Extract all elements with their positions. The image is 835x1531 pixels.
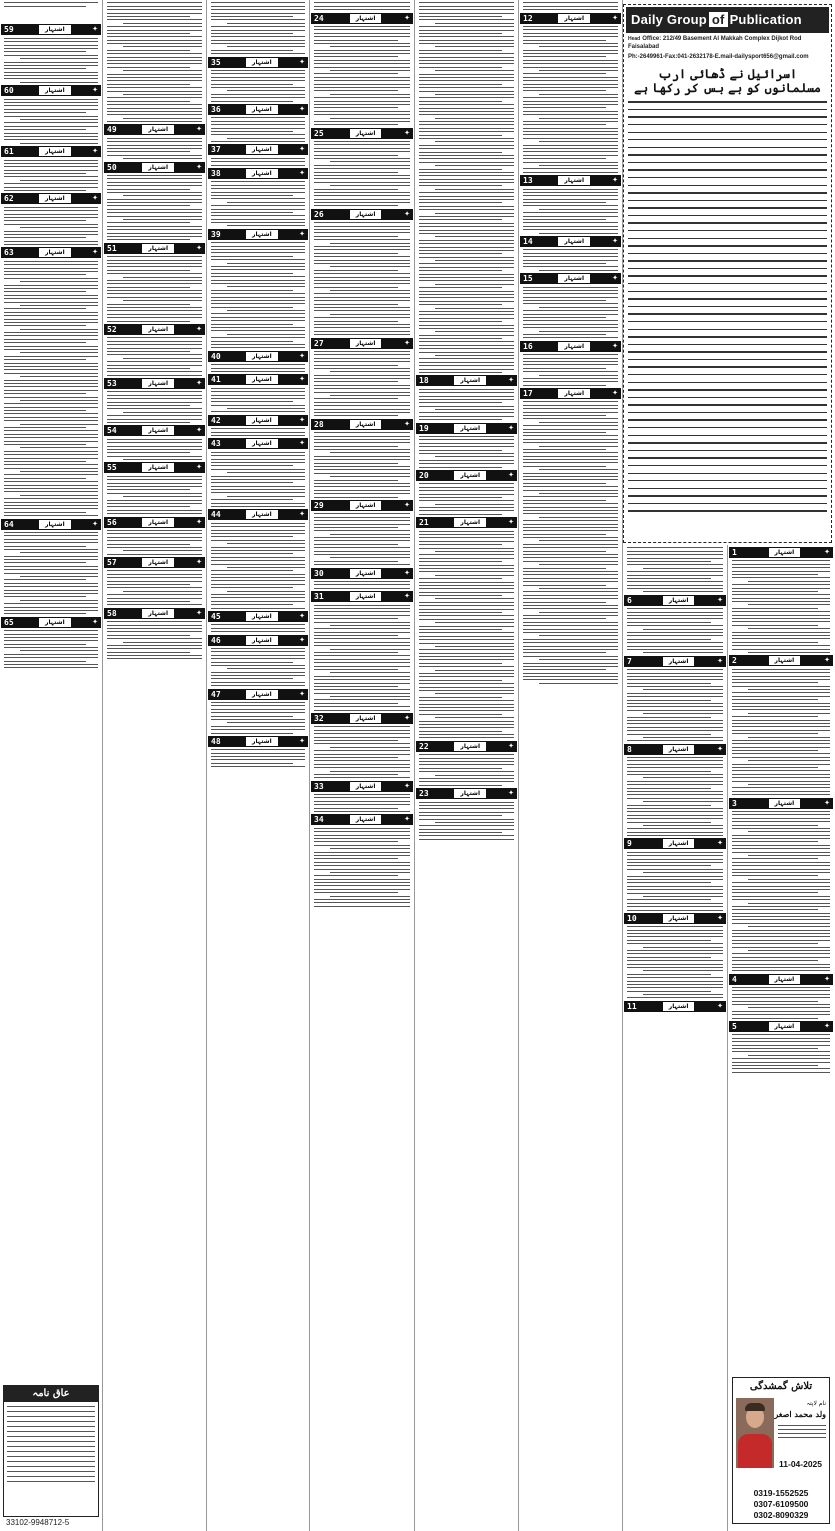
ad-text <box>417 754 516 786</box>
person-photo <box>736 1398 774 1468</box>
ad-header: 2 اشتہار ✦ <box>729 655 833 666</box>
ad-text <box>521 287 620 339</box>
ad-header: 18 اشتہار ✦ <box>416 375 517 386</box>
classified-column-5 <box>415 0 519 1531</box>
ad-header: 55 اشتہار ✦ <box>104 462 205 473</box>
ad-text <box>2 38 100 83</box>
ad-header: 38 اشتہار ✦ <box>208 168 308 179</box>
ad-header: 46 اشتہار ✦ <box>208 635 308 646</box>
ad-text <box>625 669 725 741</box>
phone-2: 0307-6109500 <box>753 1499 809 1509</box>
ad-text <box>2 99 100 144</box>
ad-header: 8 اشتہار ✦ <box>624 744 726 755</box>
ad-text <box>105 439 204 460</box>
ad-text <box>105 476 204 514</box>
disownment-notice <box>3 1385 99 1517</box>
contact-phones <box>733 1488 829 1521</box>
ad-text <box>105 256 204 321</box>
ad-text <box>521 2 620 10</box>
ad-text <box>312 222 412 335</box>
ad-text <box>2 261 100 516</box>
ad-text <box>417 389 516 421</box>
ad-header: 56 اشتہار ✦ <box>104 517 205 528</box>
ad-header: 50 اشتہار ✦ <box>104 162 205 173</box>
classified-column-2 <box>103 0 207 1531</box>
ad-header: 35 اشتہار ✦ <box>208 57 308 68</box>
ad-text <box>625 608 725 653</box>
ad-header: 37 اشتہار ✦ <box>208 144 308 155</box>
ad-text <box>312 2 412 10</box>
ad-text <box>312 828 412 907</box>
ad-text <box>417 483 516 515</box>
ad-text <box>625 926 725 998</box>
ad-header: 64 اشتہار ✦ <box>1 519 101 530</box>
masthead-title: Daily Group of Publication <box>631 12 802 27</box>
ad-header: 32 اشتہار ✦ <box>311 713 413 724</box>
ad-text <box>417 2 516 373</box>
ad-text <box>312 141 412 206</box>
ad-header: 12 اشتہار ✦ <box>520 13 621 24</box>
ad-text <box>312 581 412 589</box>
classified-column-6 <box>519 0 623 1531</box>
ad-text <box>521 189 620 234</box>
ad-text <box>312 794 412 812</box>
ad-text <box>312 513 412 565</box>
ad-text <box>209 242 307 348</box>
phone-3: 0302-8090329 <box>753 1510 809 1520</box>
ad-header: 42 اشتہار ✦ <box>208 415 308 426</box>
office-address: Head Office: 212/49 Basement Al Makkah Complex Dijkot Rod Faisalabad <box>628 36 802 50</box>
ad-header: 48 اشتہار ✦ <box>208 736 308 747</box>
ad-text <box>521 26 620 173</box>
ad-header: 39 اشتہار ✦ <box>208 229 308 240</box>
ad-header: 33 اشتہار ✦ <box>311 781 413 792</box>
contact-info: Ph:-2649961-Fax:041-2632178-E.mail-dailysport656@gmail.com <box>628 54 809 60</box>
ad-header: 17 اشتہار ✦ <box>520 388 621 399</box>
ad-text <box>209 181 307 226</box>
classified-column-7 <box>623 545 728 1531</box>
masthead <box>626 7 829 33</box>
notice-text <box>4 1406 98 1482</box>
ad-text <box>209 70 307 102</box>
ad-text <box>209 364 307 372</box>
ad-header: 16 اشتہار ✦ <box>520 341 621 352</box>
ad-header: 21 اشتہار ✦ <box>416 517 517 528</box>
ad-text <box>2 532 100 614</box>
ad-header: 7 اشتہار ✦ <box>624 656 726 667</box>
ad-header: 11 اشتہار ✦ <box>624 1001 726 1012</box>
ad-text <box>312 26 412 125</box>
ad-header: 61 اشتہار ✦ <box>1 146 101 157</box>
missing-date: 11-04-2025 <box>779 1459 823 1469</box>
ad-header: 28 اشتہار ✦ <box>311 419 413 430</box>
ad-text <box>105 570 204 605</box>
ad-text <box>730 811 832 971</box>
ad-text <box>209 388 307 413</box>
ad-header: 53 اشتہار ✦ <box>104 378 205 389</box>
ad-text <box>105 391 204 423</box>
ad-text <box>417 531 516 739</box>
editorial-box <box>623 4 832 543</box>
ad-header: 47 اشتہار ✦ <box>208 689 308 700</box>
ad-header: 54 اشتہار ✦ <box>104 425 205 436</box>
ad-text <box>105 530 204 555</box>
classified-column-3 <box>207 0 310 1531</box>
phone-1: 0319-1552525 <box>753 1488 809 1498</box>
ad-header: 29 اشتہار ✦ <box>311 500 413 511</box>
ad-text <box>730 560 832 653</box>
cnic-number: 33102-9948712-5 <box>6 1518 70 1527</box>
ad-header: 10 اشتہار ✦ <box>624 913 726 924</box>
ad-text <box>209 648 307 686</box>
ad-header: 3 اشتہار ✦ <box>729 798 833 809</box>
classified-column-8 <box>728 545 834 1375</box>
ad-header: 22 اشتہار ✦ <box>416 741 517 752</box>
ad-header: 59 اشتہار ✦ <box>1 24 101 35</box>
ad-text <box>209 2 307 54</box>
ad-header: 63 اشتہار ✦ <box>1 247 101 258</box>
ad-text <box>2 207 100 245</box>
ad-text <box>625 757 725 836</box>
ad-header: 34 اشتہار ✦ <box>311 814 413 825</box>
missing-title: تلاش گمشدگی <box>749 1381 813 1392</box>
ad-header: 43 اشتہار ✦ <box>208 438 308 449</box>
ad-text <box>730 1034 832 1072</box>
ad-header: 30 اشتہار ✦ <box>311 568 413 579</box>
ad-header: 9 اشتہار ✦ <box>624 838 726 849</box>
ad-header: 60 اشتہار ✦ <box>1 85 101 96</box>
ad-text <box>105 2 204 122</box>
ad-header: 19 اشتہار ✦ <box>416 423 517 434</box>
ad-text <box>2 160 100 192</box>
ad-text <box>625 852 725 911</box>
ad-text <box>730 669 832 795</box>
ad-text <box>105 138 204 159</box>
ad-text <box>209 158 307 166</box>
ad-text <box>521 249 620 270</box>
ad-text <box>209 702 307 734</box>
ad-header: 27 اشتہار ✦ <box>311 338 413 349</box>
ad-text <box>105 621 204 659</box>
father-name: ولد محمد اصغر <box>774 1409 826 1419</box>
ad-header: 44 اشتہار ✦ <box>208 509 308 520</box>
ad-header: 26 اشتہار ✦ <box>311 209 413 220</box>
ad-text <box>521 354 620 386</box>
ad-header: 23 اشتہار ✦ <box>416 788 517 799</box>
ad-text <box>209 749 307 767</box>
ad-text <box>209 452 307 507</box>
ad-header: 5 اشتہار ✦ <box>729 1021 833 1032</box>
ad-text <box>417 802 516 840</box>
ad-text <box>625 547 725 592</box>
ad-text <box>730 987 832 1019</box>
ad-header: 14 اشتہار ✦ <box>520 236 621 247</box>
ad-header: 6 اشتہار ✦ <box>624 595 726 606</box>
ad-text <box>312 726 412 778</box>
ad-text <box>209 624 307 632</box>
ad-header: 24 اشتہار ✦ <box>311 13 413 24</box>
classified-column-4 <box>310 0 415 1531</box>
ad-text <box>417 436 516 468</box>
ad-header: 57 اشتہار ✦ <box>104 557 205 568</box>
ad-text <box>2 630 100 668</box>
ad-header: 1 اشتہار ✦ <box>729 547 833 558</box>
missing-person-ad <box>732 1377 830 1524</box>
ad-header: 52 اشتہار ✦ <box>104 324 205 335</box>
ad-header: 41 اشتہار ✦ <box>208 374 308 385</box>
ad-text <box>209 117 307 142</box>
ad-header: 65 اشتہار ✦ <box>1 617 101 628</box>
ad-text <box>105 175 204 240</box>
ad-text <box>209 428 307 436</box>
name-label: نام لاپتہ <box>806 1400 826 1407</box>
ad-header: 31 اشتہار ✦ <box>311 591 413 602</box>
ad-text <box>521 401 620 683</box>
ad-text <box>209 523 307 609</box>
ad-text <box>105 337 204 375</box>
ad-header: 45 اشتہار ✦ <box>208 611 308 622</box>
ad-text <box>312 432 412 497</box>
ad-header: 13 اشتہار ✦ <box>520 175 621 186</box>
ad-header: 4 اشتہار ✦ <box>729 974 833 985</box>
editorial-body <box>624 101 831 512</box>
notice-title: عاق نامہ <box>4 1386 98 1402</box>
ad-text <box>312 605 412 711</box>
ad-header: 58 اشتہار ✦ <box>104 608 205 619</box>
ad-header: 25 اشتہار ✦ <box>311 128 413 139</box>
ad-header: 15 اشتہار ✦ <box>520 273 621 284</box>
ad-header: 36 اشتہار ✦ <box>208 104 308 115</box>
ad-header: 49 اشتہار ✦ <box>104 124 205 135</box>
editorial-headline: اسرائیل نے ڈھائی ارب مسلمانوں کو بے بس کر رکھا ہے <box>634 67 821 95</box>
ad-text <box>312 351 412 416</box>
classified-column-1 <box>0 0 103 1531</box>
ad-header: 51 اشتہار ✦ <box>104 243 205 254</box>
ad-header: 20 اشتہار ✦ <box>416 470 517 481</box>
ad-header: 40 اشتہار ✦ <box>208 351 308 362</box>
ad-header: 62 اشتہار ✦ <box>1 193 101 204</box>
column-text <box>2 2 100 22</box>
